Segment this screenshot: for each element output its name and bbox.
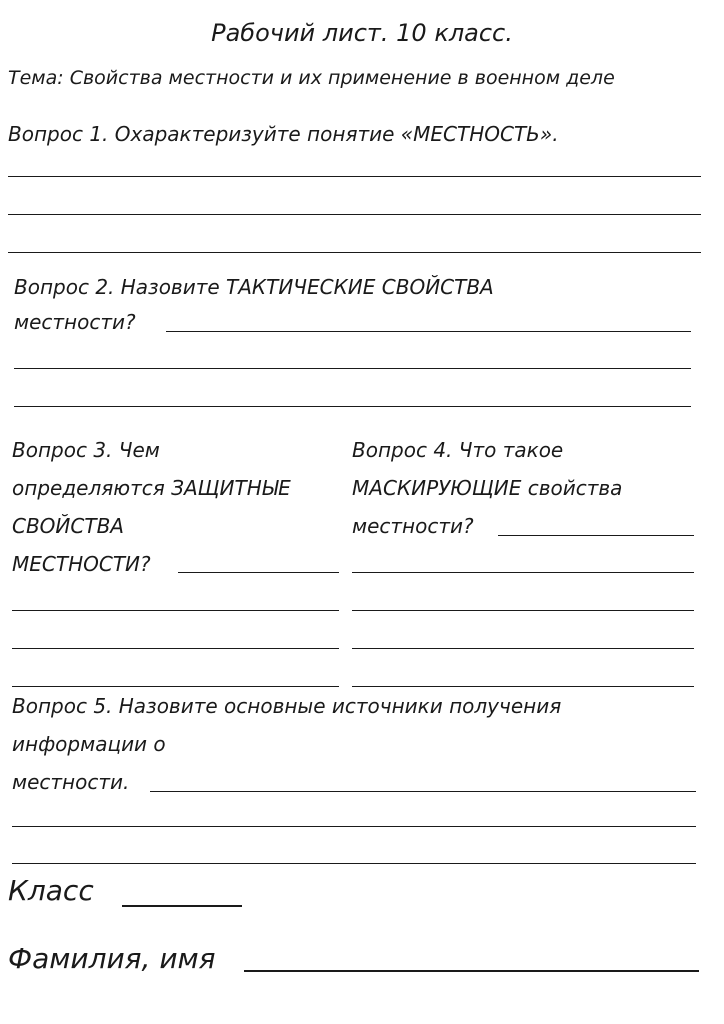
- name-label: Фамилия, имя: [8, 942, 216, 975]
- answer-line-q3-2[interactable]: [12, 610, 339, 611]
- question-3-line-4: МЕСТНОСТИ?: [12, 552, 151, 576]
- question-4-line-2: МАСКИРУЮЩИЕ свойства: [352, 476, 623, 500]
- answer-line-q3-3[interactable]: [12, 648, 339, 649]
- question-3-line-3: СВОЙСТВА: [12, 514, 124, 538]
- answer-line-q4-3[interactable]: [352, 610, 694, 611]
- answer-line-q5-inline[interactable]: [150, 791, 696, 792]
- answer-line-q2-3[interactable]: [14, 406, 691, 407]
- answer-line-q4-5[interactable]: [352, 686, 694, 687]
- question-5-line-1: Вопрос 5. Назовите основные источники получения: [12, 694, 562, 718]
- question-5-line-2: информации о: [12, 732, 166, 756]
- page-title: Рабочий лист. 10 класс.: [211, 19, 513, 47]
- question-1-text: Вопрос 1. Охарактеризуйте понятие «МЕСТНОСТЬ».: [8, 122, 559, 146]
- answer-line-q1-2[interactable]: [8, 214, 701, 215]
- topic-line: Тема: Свойства местности и их применение в военном деле: [8, 67, 615, 89]
- answer-line-q1-1[interactable]: [8, 176, 701, 177]
- answer-line-q4-2[interactable]: [352, 572, 694, 573]
- answer-line-q3-4[interactable]: [12, 686, 339, 687]
- answer-line-q5-3[interactable]: [12, 863, 696, 864]
- answer-line-q3-inline[interactable]: [178, 572, 339, 573]
- question-4-line-3: местности?: [352, 514, 474, 538]
- question-2-line-1: Вопрос 2. Назовите ТАКТИЧЕСКИЕ СВОЙСТВА: [14, 275, 494, 299]
- answer-line-q2-inline[interactable]: [166, 331, 691, 332]
- answer-line-q1-3[interactable]: [8, 252, 701, 253]
- class-label: Класс: [8, 874, 94, 907]
- question-5-line-3: местности.: [12, 770, 130, 794]
- class-input-line[interactable]: [122, 905, 242, 907]
- question-3-line-2: определяются ЗАЩИТНЫЕ: [12, 476, 291, 500]
- question-4-line-1: Вопрос 4. Что такое: [352, 438, 564, 462]
- answer-line-q4-4[interactable]: [352, 648, 694, 649]
- answer-line-q2-2[interactable]: [14, 368, 691, 369]
- answer-line-q4-inline[interactable]: [498, 535, 694, 536]
- question-3-line-1: Вопрос 3. Чем: [12, 438, 160, 462]
- question-2-line-2: местности?: [14, 310, 136, 334]
- name-input-line[interactable]: [244, 970, 699, 972]
- answer-line-q5-2[interactable]: [12, 826, 696, 827]
